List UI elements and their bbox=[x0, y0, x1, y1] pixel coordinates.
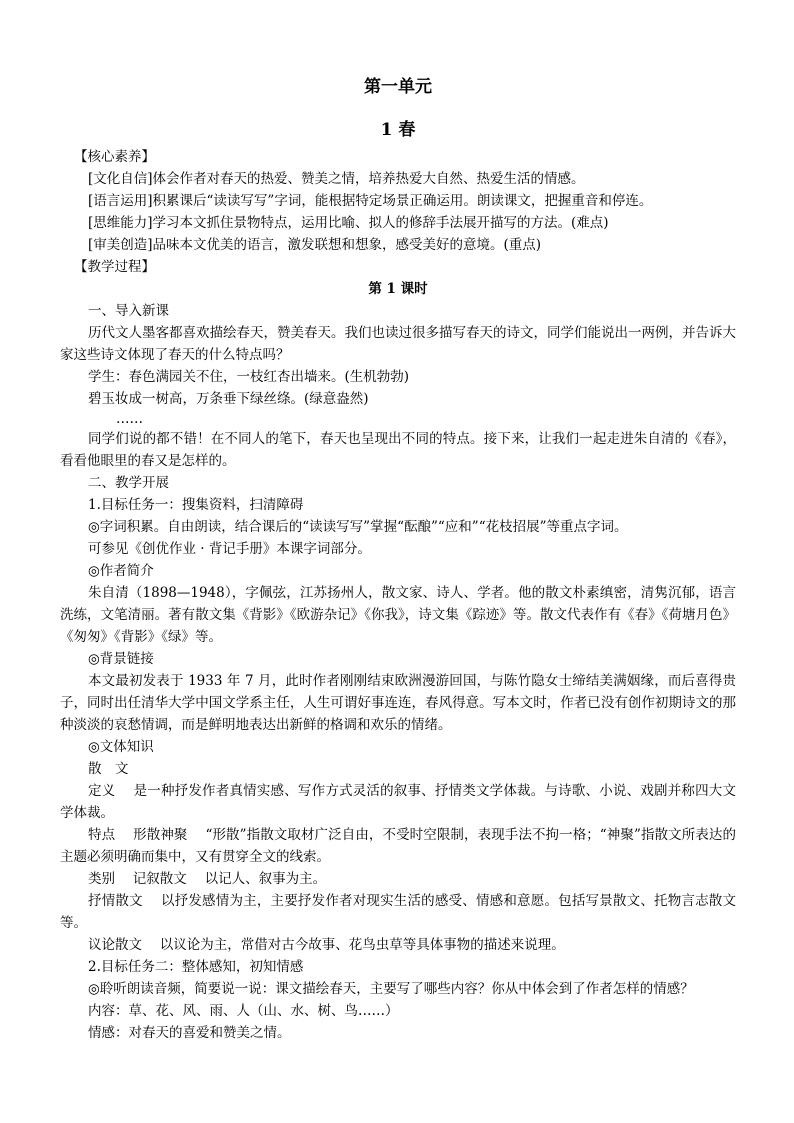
lesson-title: 1 春 bbox=[380, 120, 416, 140]
author-title: ◎作者简介 bbox=[88, 563, 154, 579]
core-item-thinking: [思维能力]学习本文抓住景物特点，运用比喻、拟人的修辞手法展开描写的方法。(难点) bbox=[88, 215, 609, 231]
student-answer-2: 碧玉妆成一树高，万条垂下绿丝绦。(绿意盎然) bbox=[88, 391, 369, 407]
genre-definition: 定义 是一种抒发作者真情实感、写作方式灵活的叙事、抒情类文学体裁。与诗歌、小说、戏剧并称四大文学体裁。 bbox=[60, 783, 736, 821]
core-item-aesthetic: [审美创造]品味本文优美的语言，激发联想和想象，感受美好的意境。(重点) bbox=[88, 237, 542, 253]
teaching-process-heading: 【教学过程】 bbox=[74, 259, 155, 275]
type-narrative: 类别 记叙散文 以记人、叙事为主。 bbox=[88, 871, 327, 887]
core-item-language: [语言运用]积累课后“读读写写”字词，能根据特定场景正确运用。朗读课文，把握重音和停连。 bbox=[88, 193, 653, 209]
core-literacy-heading: 【核心素养】 bbox=[74, 149, 155, 165]
vocab-reference: 可参见《创优作业 · 背记手册》本课字词部分。 bbox=[88, 541, 371, 557]
transition-paragraph: 同学们说的都不错！在不同人的笔下，春天也呈现出不同的特点。接下来，让我们一起走进朱自清的《春》，看看他眼里的春又是怎样的。 bbox=[60, 431, 736, 469]
ellipsis: …… bbox=[116, 411, 143, 427]
genre-feature: 特点 形散神聚 “形散”指散文取材广泛自由，不受时空限制，表现手法不拘一格；“神聚”指散文所表达的主题必须明确而集中，又有贯穿全文的线索。 bbox=[60, 827, 736, 865]
vocab-paragraph: ◎字词积累。自由朗读，结合课后的“读读写写”掌握“酝酿”“应和”“花枝招展”等重点字词。 bbox=[88, 519, 628, 535]
unit-title: 第一单元 bbox=[364, 77, 432, 97]
task2-title: 2.目标任务二：整体感知，初知情感 bbox=[88, 959, 304, 975]
author-paragraph: 朱自清（1898—1948），字佩弦，江苏扬州人，散文家、诗人、学者。他的散文朴素缜密，清隽沉郁，语言洗练，文笔清丽。著有散文集《背影》《欧游杂记》《你我》，诗文集《踪迹》等。散文代表作有《春》《荷塘月色》《匆匆》《背影》《绿》等。 bbox=[60, 585, 736, 645]
core-item-culture: [文化自信]体会作者对春天的热爱、赞美之情，培养热爱大自然、热爱生活的情感。 bbox=[88, 171, 585, 187]
listen-question: ◎聆听朗读音频，简要说一说：课文描绘春天，主要写了哪些内容？你从中体会到了作者怎样的情感？ bbox=[88, 981, 694, 997]
student-answer-1: 学生：春色满园关不住，一枝红杏出墙来。(生机勃勃) bbox=[88, 369, 410, 385]
type-argument: 议论散文 以议论为主，常借对古今故事、花鸟虫草等具体事物的描述来说理。 bbox=[88, 937, 565, 953]
content-answer: 内容：草、花、风、雨、人（山、水、树、鸟……） bbox=[88, 1003, 399, 1019]
task1-title: 1.目标任务一：搜集资料，扫清障碍 bbox=[88, 497, 304, 513]
document-body bbox=[60, 146, 736, 1044]
intro-title: 一、导入新课 bbox=[88, 303, 169, 319]
genre-title: ◎文体知识 bbox=[88, 739, 154, 755]
background-paragraph: 本文最初发表于 1933 年 7 月，此时作者刚刚结束欧洲漫游回国，与陈竹隐女士缔结美满姻缘，而后喜得贵子，同时出任清华大学中国文学系主任，人生可谓好事连连，春风得意。写本文时，作者已没有创作初期诗文的那种淡淡的哀愁情调，而是鲜明地表达出新鲜的格调和欢乐的情绪。 bbox=[60, 673, 736, 733]
genre-name: 散 文 bbox=[88, 761, 129, 777]
background-title: ◎背景链接 bbox=[88, 651, 154, 667]
emotion-answer: 情感：对春天的喜爱和赞美之情。 bbox=[88, 1025, 291, 1041]
develop-title: 二、教学开展 bbox=[88, 475, 169, 491]
intro-question: 历代文人墨客都喜欢描绘春天，赞美春天。我们也读过很多描写春天的诗文，同学们能说出一两例，并告诉大家这些诗文体现了春天的什么特点吗？ bbox=[60, 325, 736, 363]
type-lyric: 抒情散文 以抒发感情为主，主要抒发作者对现实生活的感受、情感和意愿。包括写景散文、托物言志散文等。 bbox=[60, 893, 736, 931]
period-title: 第 1 课时 bbox=[368, 281, 428, 297]
